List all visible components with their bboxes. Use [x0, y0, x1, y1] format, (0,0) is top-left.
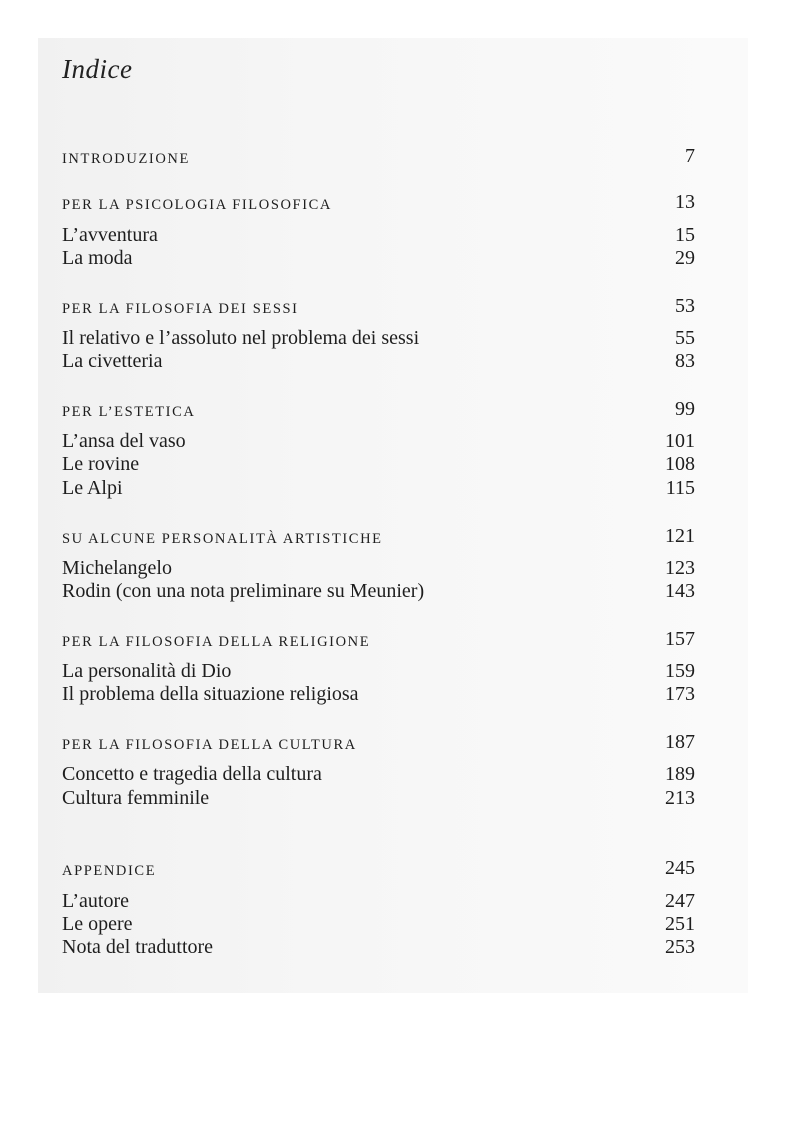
page-number: 251: [665, 913, 695, 935]
page-number: 13: [675, 191, 695, 213]
toc-section: [62, 190, 695, 214]
toc-entry: [62, 889, 695, 913]
entry-label: La personalità di Dio: [62, 660, 232, 682]
page-number: 187: [665, 731, 695, 753]
page-number: 247: [665, 890, 695, 912]
toc-entry: [62, 452, 695, 476]
entry-label: L’avventura: [62, 224, 158, 246]
scanned-page: [38, 38, 748, 993]
page-number: 173: [665, 683, 695, 705]
page-number: 143: [665, 580, 695, 602]
toc-section: [62, 856, 695, 880]
page-number: 108: [665, 453, 695, 475]
entry-label: Il relativo e l’assoluto nel problema dei sessi: [62, 327, 420, 349]
toc-entry: [62, 349, 695, 373]
page-number: 253: [665, 936, 695, 958]
toc-entry: [62, 935, 695, 959]
entry-label: L’autore: [62, 890, 130, 912]
page-number: 123: [665, 557, 695, 579]
toc-entry: [62, 786, 695, 810]
section-label: INTRODUZIONE: [62, 151, 190, 167]
page-number: 245: [665, 857, 695, 879]
toc-entry: [62, 429, 695, 453]
page-number: 159: [665, 660, 695, 682]
page-number: 157: [665, 628, 695, 650]
page-number: 101: [665, 430, 695, 452]
page-number: 121: [665, 525, 695, 547]
toc-entry: [62, 476, 695, 500]
entry-label: La civetteria: [62, 350, 163, 372]
toc-entry: [62, 246, 695, 270]
entry-label: Cultura femminile: [62, 787, 210, 809]
page-number: 29: [675, 247, 695, 269]
toc-entry: [62, 912, 695, 936]
entry-label: Il problema della situazione religiosa: [62, 683, 359, 705]
section-label: APPENDICE: [62, 863, 157, 879]
section-label: PER L’ESTETICA: [62, 404, 196, 420]
toc-section: [62, 294, 695, 318]
toc-entry: [62, 223, 695, 247]
page-number: 15: [675, 224, 695, 246]
toc-section: [62, 524, 695, 548]
section-label: PER LA FILOSOFIA DEI SESSI: [62, 301, 299, 317]
section-label: PER LA PSICOLOGIA FILOSOFICA: [62, 197, 332, 213]
page-title: Indice: [62, 54, 133, 84]
toc-entry: [62, 579, 695, 603]
section-label: PER LA FILOSOFIA DELLA RELIGIONE: [62, 634, 371, 650]
entry-label: Rodin (con una nota preliminare su Meunier): [62, 580, 425, 602]
toc-entry: [62, 762, 695, 786]
section-label: SU ALCUNE PERSONALITÀ ARTISTICHE: [62, 531, 383, 547]
entry-label: Le rovine: [62, 453, 140, 475]
page-number: 213: [665, 787, 695, 809]
entry-label: L’ansa del vaso: [62, 430, 186, 452]
toc-entry: [62, 326, 695, 350]
toc-entry: [62, 682, 695, 706]
page-number: 189: [665, 763, 695, 785]
entry-label: Le Alpi: [62, 477, 123, 499]
page-number: 55: [675, 327, 695, 349]
section-label: PER LA FILOSOFIA DELLA CULTURA: [62, 737, 357, 753]
entry-label: Nota del traduttore: [62, 936, 214, 958]
page-number: 115: [665, 477, 695, 499]
entry-label: Michelangelo: [62, 557, 172, 579]
page-number: 99: [675, 398, 695, 420]
toc-entry: [62, 659, 695, 683]
toc-section: [62, 144, 695, 168]
toc-section: [62, 627, 695, 651]
page-number: 53: [675, 295, 695, 317]
toc-entry: [62, 556, 695, 580]
page-number: 83: [675, 350, 695, 372]
toc-section: [62, 397, 695, 421]
page-number: 7: [685, 145, 695, 167]
entry-label: La moda: [62, 247, 133, 269]
entry-label: Concetto e tragedia della cultura: [62, 763, 322, 785]
toc-section: [62, 730, 695, 754]
entry-label: Le opere: [62, 913, 133, 935]
